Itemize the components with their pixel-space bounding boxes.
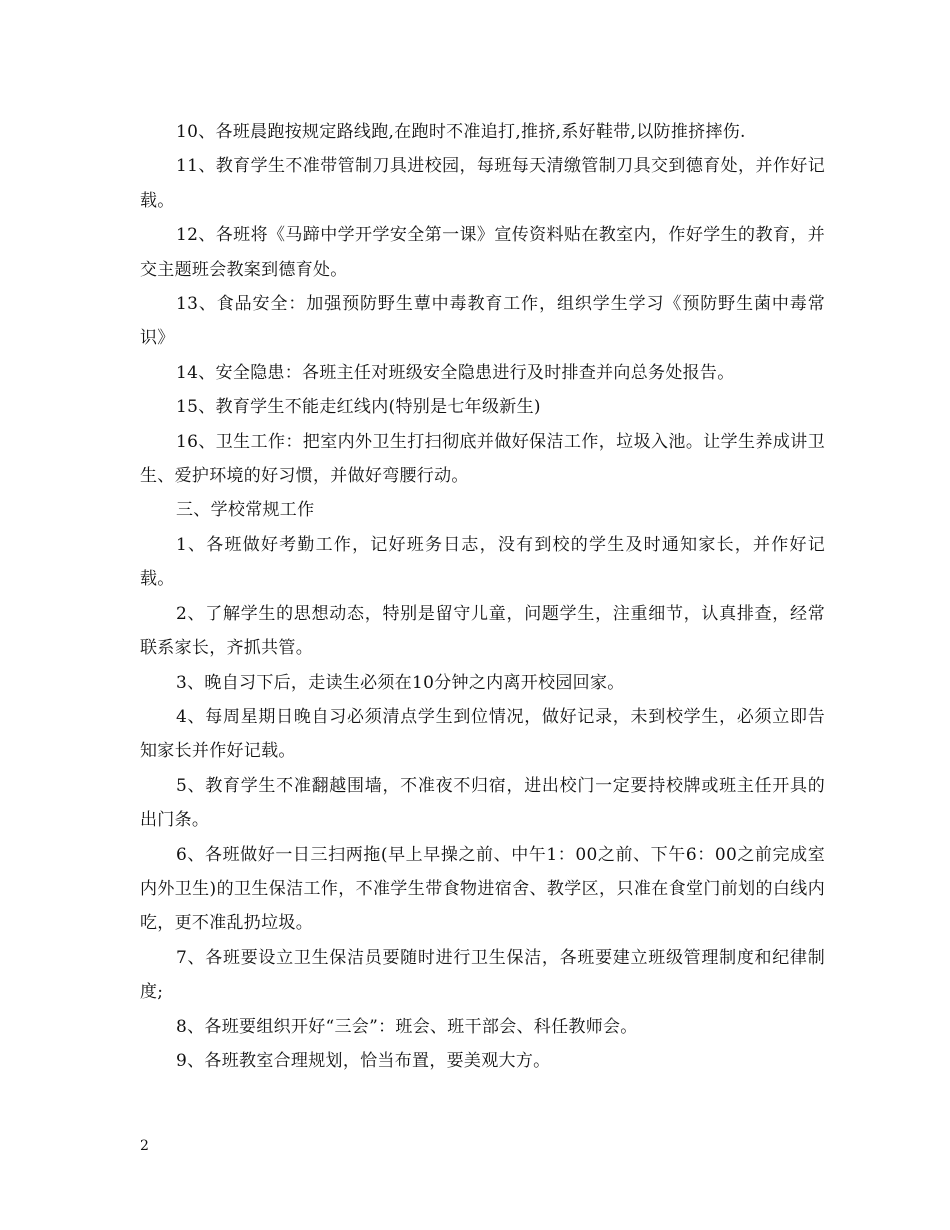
paragraph-item-15: 15、教育学生不能走红线内(特别是七年级新生) <box>176 397 541 418</box>
paragraph-item-7: 7、各班要设立卫生保洁员要随时进行卫生保洁，各班要建立班级管理制度和纪律制度; <box>140 947 825 1003</box>
section-heading: 三、学校常规工作 <box>176 500 315 521</box>
paragraph-item-6: 6、各班做好一日三扫两拖(早上早操之前、中午1：00之前、下午6：00之前完成室内外卫生)的卫生保洁工作，不准学生带食物进宿舍、教学区，只准在食堂门前划的白线内吃，更不准乱扔垃圾。 <box>140 844 825 934</box>
paragraph-item-2: 2、了解学生的思想动态，特别是留守儿童，问题学生，注重细节，认真排查，经常联系家长，齐抓共管。 <box>140 603 825 659</box>
paragraph-item-9: 9、各班教室合理规划，恰当布置，要美观大方。 <box>176 1050 551 1071</box>
paragraph-item-5: 5、教育学生不准翻越围墙，不准夜不归宿，进出校门一定要持校牌或班主任开具的出门条。 <box>140 775 825 831</box>
paragraph-item-12: 12、各班将《马蹄中学开学安全第一课》宣传资料贴在教室内，作好学生的教育，并交主题班会教案到德育处。 <box>140 225 825 280</box>
page-number: 2 <box>140 1138 149 1154</box>
paragraph-item-1: 1、各班做好考勤工作，记好班务日志，没有到校的学生及时通知家长，并作好记载。 <box>140 534 825 590</box>
paragraph-item-16: 16、卫生工作：把室内外卫生打扫彻底并做好保洁工作，垃圾入池。让学生养成讲卫生、爱护环境的好习惯，并做好弯腰行动。 <box>140 431 825 487</box>
paragraph-item-10: 10、各班晨跑按规定路线跑,在跑时不准追打,推挤,系好鞋带,以防推挤摔伤. <box>176 122 746 142</box>
paragraph-item-13: 13、食品安全：加强预防野生蕈中毒教育工作，组织学生学习《预防野生菌中毒常识》 <box>140 294 825 349</box>
paragraph-item-3: 3、晚自习下后，走读生必须在10分钟之内离开校园回家。 <box>176 672 625 693</box>
document-body <box>140 115 825 1078</box>
paragraph-item-11: 11、教育学生不准带管制刀具进校园，每班每天清缴管制刀具交到德育处，并作好记载。 <box>140 156 825 211</box>
paragraph-item-4: 4、每周星期日晚自习必须清点学生到位情况，做好记录，未到校学生，必须立即告知家长并作好记载。 <box>140 706 825 762</box>
paragraph-item-8: 8、各班要组织开好“三会”：班会、班干部会、科任教师会。 <box>176 1016 638 1037</box>
paragraph-item-14: 14、安全隐患：各班主任对班级安全隐患进行及时排查并向总务处报告。 <box>176 362 735 383</box>
